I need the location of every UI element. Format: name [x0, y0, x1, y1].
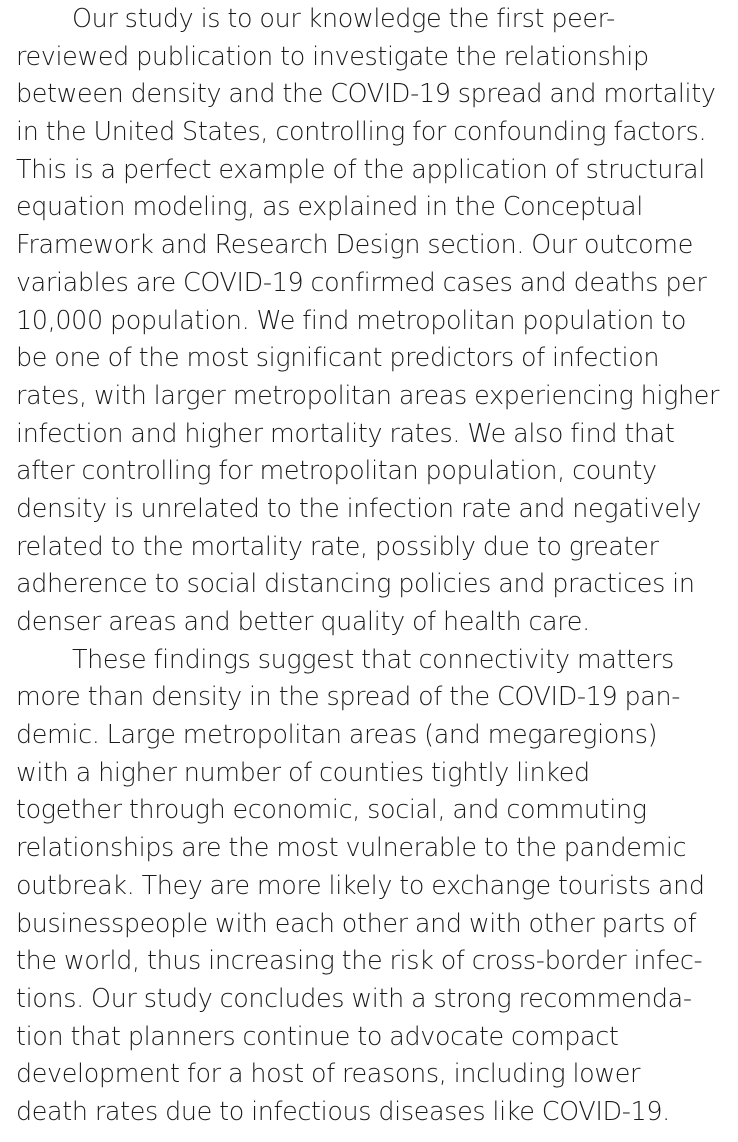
- text-line: equation modeling, as explained in the Conceptual: [16, 191, 643, 222]
- text-line: with a higher number of counties tightly linked: [16, 756, 590, 787]
- text-line: relationships are the most vulnerable to the pandemic: [16, 832, 687, 863]
- text-line: outbreak. They are more likely to exchange tourists and: [16, 869, 705, 900]
- text-line: together through economic, social, and commuting: [16, 794, 647, 825]
- text-line: Our study is to our knowledge the first peer-: [72, 3, 615, 33]
- text-line: demic. Large metropolitan areas (and megaregions): [16, 719, 658, 750]
- text-line: development for a host of reasons, including lower: [16, 1058, 641, 1089]
- text-line: in the United States, controlling for confounding factors.: [16, 116, 707, 147]
- text-line: businesspeople with each other and with other parts of: [16, 907, 697, 938]
- text-line: reviewed publication to investigate the relationship: [16, 40, 649, 71]
- text-line: 10,000 population. We find metropolitan population to: [16, 304, 687, 335]
- text-line: This is a perfect example of the application of structural: [16, 153, 705, 184]
- paragraph-1: [16, 0, 726, 641]
- text-line: infection and higher mortality rates. We also find that: [16, 417, 675, 448]
- article-body: [16, 0, 726, 1131]
- text-line: rates, with larger metropolitan areas experiencing higher: [16, 379, 720, 410]
- text-line: denser areas and better quality of health care.: [16, 606, 590, 636]
- text-line: death rates due to infectious diseases like COVID-19.: [16, 1095, 670, 1126]
- text-line: density is unrelated to the infection rate and negatively: [16, 492, 702, 523]
- text-line: adherence to social distancing policies and practices in: [16, 568, 695, 599]
- text-line: Framework and Research Design section. Our outcome: [16, 229, 693, 260]
- paragraph-2: [16, 641, 726, 1131]
- text-line: between density and the COVID-19 spread and mortality: [16, 78, 716, 109]
- text-line: tions. Our study concludes with a strong recommenda-: [16, 982, 692, 1013]
- text-line: tion that planners continue to advocate compact: [16, 1020, 619, 1051]
- text-line: variables are COVID-19 confirmed cases and deaths per: [16, 266, 707, 297]
- text-line: more than density in the spread of the COVID-19 pan-: [16, 681, 681, 712]
- text-line: be one of the most significant predictors of infection: [16, 342, 660, 373]
- text-line: These findings suggest that connectivity matters: [72, 643, 674, 674]
- text-line: after controlling for metropolitan population, county: [16, 455, 657, 486]
- text-line: the world, thus increasing the risk of cross-border infec-: [16, 945, 703, 976]
- text-line: related to the mortality rate, possibly due to greater: [16, 530, 659, 561]
